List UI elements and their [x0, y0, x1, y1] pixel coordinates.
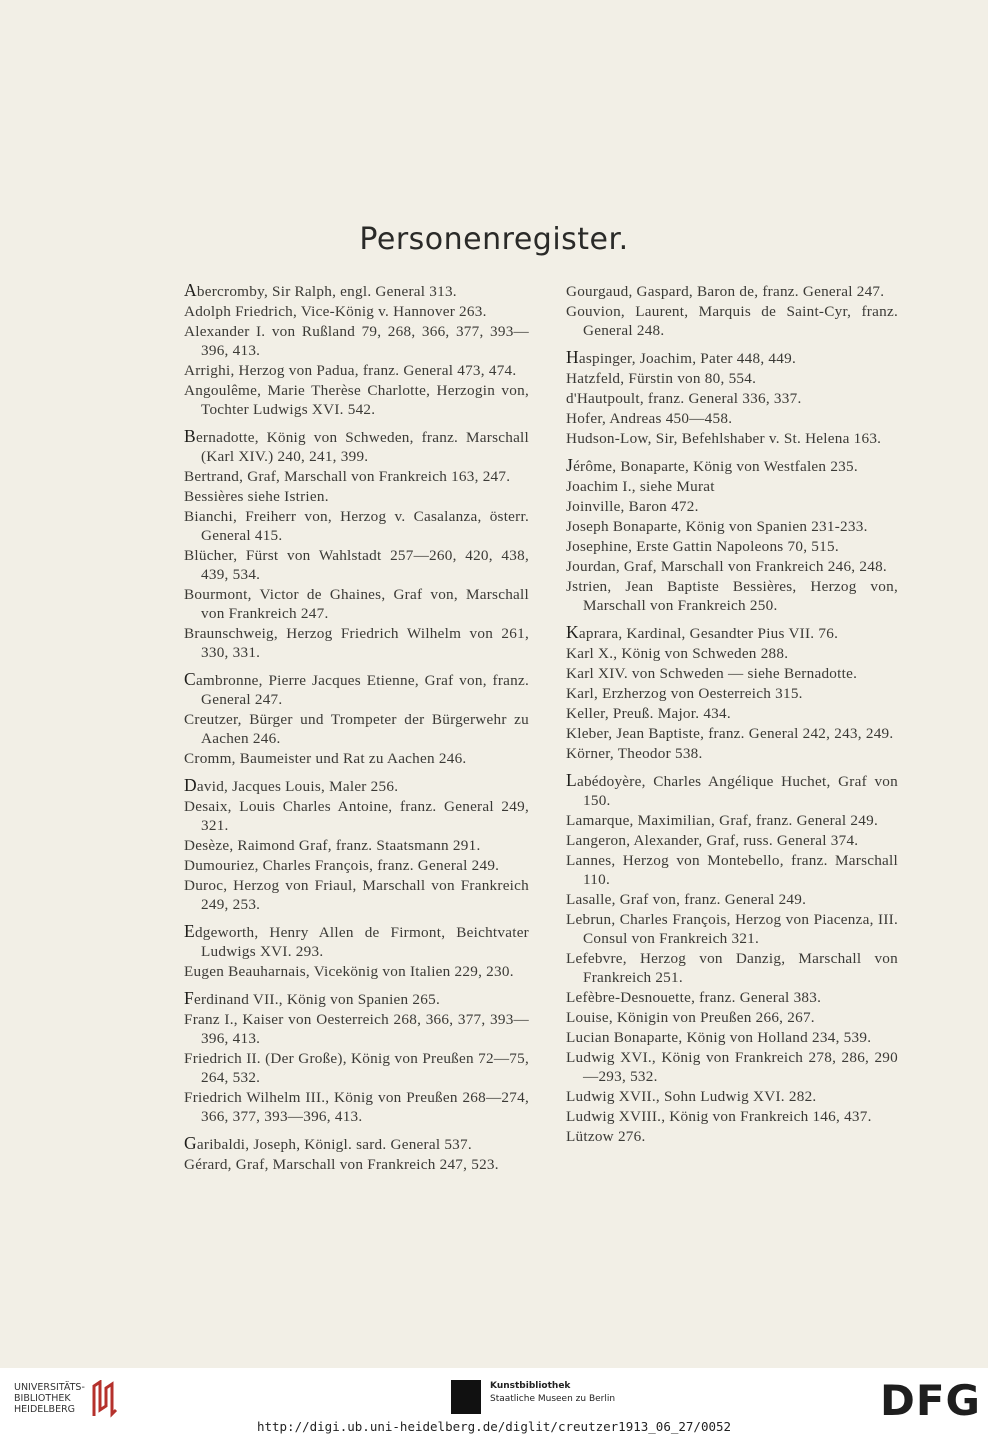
entry-text: Bessières siehe Istrien.: [184, 488, 329, 505]
index-entry: [184, 380, 529, 419]
index-entry: [184, 855, 529, 875]
index-entry: [184, 545, 529, 584]
university-line: BIBLIOTHEK: [14, 1393, 71, 1404]
entry-text: Karl X., König von Schweden 288.: [566, 645, 789, 662]
entry-text: Dumouriez, Charles François, franz. General 249.: [184, 857, 500, 874]
entry-initial: A: [184, 280, 197, 300]
entry-text: Jourdan, Graf, Marschall von Frankreich 246, 248.: [566, 558, 887, 575]
entry-text: Louise, Königin von Preußen 266, 267.: [566, 1009, 815, 1026]
index-entry: [184, 776, 529, 796]
index-entry: [566, 516, 898, 536]
index-entry: [184, 922, 529, 961]
university-logo-icon[interactable]: [90, 1380, 120, 1420]
entry-text: Hatzfeld, Fürstin von 80, 554.: [566, 370, 757, 387]
index-entry: [184, 1048, 529, 1087]
entry-initial: J: [566, 455, 574, 475]
entry-initial: F: [184, 988, 194, 1008]
entry-text: Franz I., Kaiser von Oesterreich 268, 366, 377, 393—396, 413.: [184, 1011, 529, 1047]
index-entry: [566, 1007, 898, 1027]
index-entry: [566, 1106, 898, 1126]
index-entry: [184, 506, 529, 545]
index-entry: [184, 835, 529, 855]
entry-text: Desèze, Raimond Graf, franz. Staatsmann 291.: [184, 837, 481, 854]
entry-initial: C: [184, 669, 196, 689]
entry-initial: G: [184, 1133, 197, 1153]
entry-text: Lamarque, Maximilian, Graf, franz. General 249.: [566, 812, 878, 829]
index-entry: [566, 1047, 898, 1086]
index-entry: [566, 643, 898, 663]
entry-text: Bourmont, Victor de Ghaines, Graf von, Marschall von Frankreich 247.: [184, 586, 529, 622]
entry-text: Lebrun, Charles François, Herzog von Piacenza, III. Consul von Frankreich 321.: [566, 911, 898, 947]
entry-text: Creutzer, Bürger und Trompeter der Bürgerwehr zu Aachen 246.: [184, 711, 529, 747]
index-entry: [184, 875, 529, 914]
entry-text: Lützow 276.: [566, 1128, 646, 1145]
index-entry: [184, 360, 529, 380]
index-entry: [566, 723, 898, 743]
entry-text: Bianchi, Freiherr von, Herzog v. Casalanza, österr. General 415.: [184, 508, 529, 544]
entry-initial: L: [566, 770, 577, 790]
index-entry: [566, 348, 898, 368]
entry-text: Langeron, Alexander, Graf, russ. General 374.: [566, 832, 859, 849]
index-entry: [566, 987, 898, 1007]
entry-text: abédoyère, Charles Angélique Huchet, Graf von 150.: [576, 773, 898, 809]
entry-text: Lasalle, Graf von, franz. General 249.: [566, 891, 807, 908]
entry-text: bercromby, Sir Ralph, engl. General 313.: [196, 283, 457, 300]
index-entry: [566, 536, 898, 556]
entry-text: Josephine, Erste Gattin Napoleons 70, 515.: [566, 538, 839, 555]
index-entry: [566, 496, 898, 516]
entry-text: Ludwig XVIII., König von Frankreich 146, 437.: [566, 1108, 872, 1125]
entry-text: Lefebvre, Herzog von Danzig, Marschall von Frankreich 251.: [566, 950, 898, 986]
index-entry: [184, 623, 529, 662]
index-entry: [184, 321, 529, 360]
entry-text: Ludwig XVI., König von Frankreich 278, 286, 290—293, 532.: [566, 1049, 898, 1085]
entry-text: Gouvion, Laurent, Marquis de Saint-Cyr, franz. General 248.: [566, 303, 898, 339]
index-entry: [184, 748, 529, 768]
index-entry: [566, 771, 898, 810]
entry-text: Desaix, Louis Charles Antoine, franz. General 249, 321.: [184, 798, 529, 834]
index-entry: [184, 1009, 529, 1048]
entry-text: aprara, Kardinal, Gesandter Pius VII. 76.: [578, 625, 839, 642]
university-library-logo-text[interactable]: [14, 1382, 85, 1415]
index-entry: [566, 663, 898, 683]
index-entry: [184, 427, 529, 466]
kunstbibliothek-label: [490, 1380, 615, 1406]
entry-initial: H: [566, 347, 579, 367]
index-entry: [566, 1126, 898, 1146]
entry-text: Joseph Bonaparte, König von Spanien 231-233.: [566, 518, 868, 535]
entry-text: Blücher, Fürst von Wahlstadt 257—260, 420, 438, 439, 534.: [184, 547, 529, 583]
index-entry: [566, 623, 898, 643]
index-entry: [566, 743, 898, 763]
index-entry: [184, 1087, 529, 1126]
entry-text: Arrighi, Herzog von Padua, franz. General 473, 474.: [184, 362, 517, 379]
index-entry: [566, 576, 898, 615]
entry-text: Friedrich Wilhelm III., König von Preußen 268—274, 366, 377, 393—396, 413.: [184, 1089, 529, 1125]
entry-text: Gourgaud, Gaspard, Baron de, franz. General 247.: [566, 283, 885, 300]
entry-text: Eugen Beauharnais, Vicekönig von Italien 229, 230.: [184, 963, 514, 980]
index-entry: [184, 301, 529, 321]
entry-text: avid, Jacques Louis, Maler 256.: [196, 778, 399, 795]
entry-text: Braunschweig, Herzog Friedrich Wilhelm von 261, 330, 331.: [184, 625, 529, 661]
entry-initial: E: [184, 921, 195, 941]
index-entry: [566, 281, 898, 301]
index-entry: [184, 796, 529, 835]
index-entry: [566, 388, 898, 408]
index-entry: [566, 456, 898, 476]
entry-text: Kleber, Jean Baptiste, franz. General 242, 243, 249.: [566, 725, 894, 742]
index-entry: [184, 670, 529, 709]
entry-text: ambronne, Pierre Jacques Etienne, Graf von, franz. General 247.: [195, 672, 529, 708]
index-entry: [184, 961, 529, 981]
library-name: Kunstbibliothek: [490, 1381, 571, 1391]
entry-text: Gérard, Graf, Marschall von Frankreich 247, 523.: [184, 1156, 499, 1173]
page-url-link[interactable]: http://digi.ub.uni-heidelberg.de/diglit/creutzer1913_06_27/0052: [256, 1419, 732, 1434]
entry-text: Joinville, Baron 472.: [566, 498, 699, 515]
entry-text: aribaldi, Joseph, Königl. sard. General 537.: [196, 1136, 472, 1153]
index-entry: [184, 584, 529, 623]
entry-initial: D: [184, 775, 197, 795]
entry-text: Joachim I., siehe Murat: [566, 478, 715, 495]
index-entry: [566, 476, 898, 496]
index-entry: [184, 709, 529, 748]
entry-text: ernadotte, König von Schweden, franz. Marschall (Karl XIV.) 240, 241, 399.: [195, 429, 529, 465]
index-entry: [566, 948, 898, 987]
university-line: UNIVERSITÄTS-: [14, 1382, 85, 1393]
entry-text: Ludwig XVII., Sohn Ludwig XVI. 282.: [566, 1088, 817, 1105]
entry-text: dgeworth, Henry Allen de Firmont, Beichtvater Ludwigs XVI. 293.: [194, 924, 529, 960]
index-entry: [184, 281, 529, 301]
entry-text: aspinger, Joachim, Pater 448, 449.: [578, 350, 796, 367]
index-entry: [566, 368, 898, 388]
entry-initial: K: [566, 622, 579, 642]
entry-initial: B: [184, 426, 196, 446]
entry-text: Bertrand, Graf, Marschall von Frankreich 163, 247.: [184, 468, 511, 485]
university-line: HEIDELBERG: [14, 1404, 76, 1415]
index-entry: [566, 683, 898, 703]
entry-text: érôme, Bonaparte, König von Westfalen 235.: [573, 458, 858, 475]
entry-text: Angoulême, Marie Therèse Charlotte, Herzogin von, Tochter Ludwigs XVI. 542.: [184, 382, 529, 418]
index-entry: [566, 909, 898, 948]
index-entry: [566, 408, 898, 428]
index-entry: [566, 810, 898, 830]
page-title: Personenregister.: [359, 222, 629, 257]
index-entry: [184, 989, 529, 1009]
entry-text: Lannes, Herzog von Montebello, franz. Marschall 110.: [566, 852, 898, 888]
index-entry: [566, 850, 898, 889]
index-entry: [566, 889, 898, 909]
entry-text: Cromm, Baumeister und Rat zu Aachen 246.: [184, 750, 467, 767]
entry-text: Jstrien, Jean Baptiste Bessières, Herzog von, Marschall von Frankreich 250.: [566, 578, 898, 614]
entry-text: Körner, Theodor 538.: [566, 745, 703, 762]
library-subtitle: Staatliche Museen zu Berlin: [490, 1394, 616, 1404]
entry-text: Karl XIV. von Schweden — siehe Bernadotte.: [566, 665, 858, 682]
index-entry: [566, 301, 898, 340]
index-entry: [184, 486, 529, 506]
kunstbibliothek-logo-icon[interactable]: [451, 1380, 481, 1414]
index-column-right: [566, 281, 898, 1146]
entry-text: Duroc, Herzog von Friaul, Marschall von Frankreich 249, 253.: [184, 877, 529, 913]
index-entry: [184, 1154, 529, 1174]
index-entry: [566, 1027, 898, 1047]
entry-text: Adolph Friedrich, Vice-König v. Hannover 263.: [184, 303, 487, 320]
index-entry: [566, 830, 898, 850]
entry-text: Alexander I. von Rußland 79, 268, 366, 377, 393—396, 413.: [184, 323, 529, 359]
index-column-left: [184, 281, 529, 1174]
index-entry: [566, 703, 898, 723]
entry-text: Lefèbre-Desnouette, franz. General 383.: [566, 989, 822, 1006]
entry-text: Lucian Bonaparte, König von Holland 234, 539.: [566, 1029, 872, 1046]
entry-text: d'Hautpoult, franz. General 336, 337.: [566, 390, 802, 407]
dfg-logo[interactable]: DFG: [880, 1376, 982, 1425]
entry-text: Karl, Erzherzog von Oesterreich 315.: [566, 685, 803, 702]
entry-text: Hofer, Andreas 450—458.: [566, 410, 733, 427]
index-entry: [566, 428, 898, 448]
entry-text: erdinand VII., König von Spanien 265.: [193, 991, 441, 1008]
index-entry: [184, 1134, 529, 1154]
entry-text: Hudson-Low, Sir, Befehlshaber v. St. Helena 163.: [566, 430, 882, 447]
index-entry: [184, 466, 529, 486]
entry-text: Keller, Preuß. Major. 434.: [566, 705, 731, 722]
index-entry: [566, 1086, 898, 1106]
index-entry: [566, 556, 898, 576]
entry-text: Friedrich II. (Der Große), König von Preußen 72—75, 264, 532.: [184, 1050, 529, 1086]
